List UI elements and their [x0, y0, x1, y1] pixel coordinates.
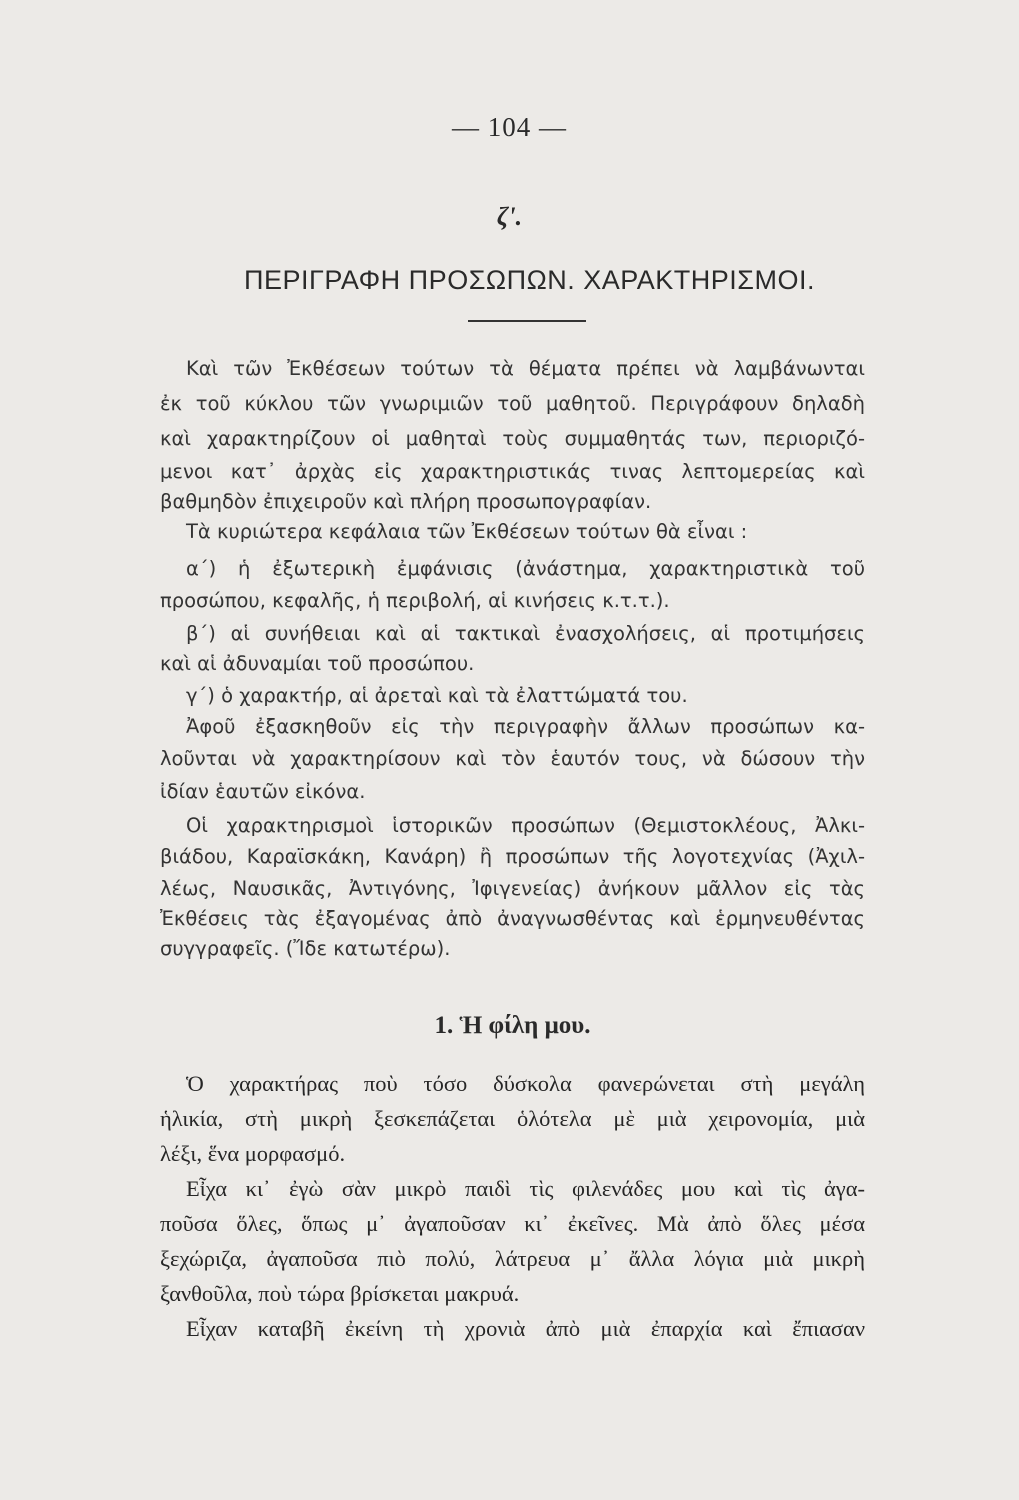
text-line: Εἶχαν καταβῆ ἐκείνη τὴ χρονιὰ ἀπὸ μιὰ ἐπαρχία καὶ ἔπιασαν	[186, 1316, 865, 1341]
text-line: Ἀφοῦ ἐξασκηθοῦν εἰς τὴν περιγραφὴν ἄλλων προσώπων κα-	[186, 715, 865, 738]
text-line: Καὶ τῶν Ἐκθέσεων τούτων τὰ θέματα πρέπει νὰ λαμβάνωνται	[186, 357, 865, 380]
text-line: ἰδίαν ἑαυτῶν εἰκόνα.	[160, 780, 366, 803]
text-line: Ἐκθέσεις τὰς ἐξαγομένας ἀπὸ ἀναγνωσθέντας καὶ ἑρμηνευθέντας	[160, 907, 865, 930]
text-line: β΄) αἱ συνήθειαι καὶ αἱ τακτικαὶ ἐνασχολήσεις, αἱ προτιμήσεις	[186, 622, 865, 645]
text-line: Ὁ χαρακτήρας ποὺ τόσο δύσκολα φανερώνεται στὴ μεγάλη	[186, 1071, 865, 1096]
section-title: ΠΕΡΙΓΡΑΦΗ ΠΡΟΣΩΠΩΝ. ΧΑΡΑΚΤΗΡΙΣΜΟΙ.	[244, 265, 815, 295]
section-letter: ζ'.	[496, 202, 523, 231]
page-number: — 104 —	[452, 112, 567, 142]
text-line: βιάδου, Καραϊσκάκη, Κανάρη) ἢ προσώπων τῆς λογοτεχνίας (Ἀχιλ-	[160, 845, 865, 868]
text-line: ξεχώριζα, ἀγαποῦσα πιὸ πολύ, λάτρευα μ᾽ ἄλλα λόγια μιὰ μικρὴ	[160, 1246, 865, 1271]
text-line: συγγραφεῖς. (Ἴδε κατωτέρω).	[160, 937, 451, 960]
text-line: Τὰ κυριώτερα κεφάλαια τῶν Ἐκθέσεων τούτων θὰ εἶναι :	[186, 520, 748, 543]
text-line: μενοι κατ᾽ ἀρχὰς εἰς χαρακτηριστικάς τινας λεπτομερείας καὶ	[160, 460, 865, 483]
text-line: καὶ αἱ ἀδυναμίαι τοῦ προσώπου.	[160, 652, 475, 675]
text-line: λοῦνται νὰ χαρακτηρίσουν καὶ τὸν ἑαυτόν τους, νὰ δώσουν τὴν	[160, 747, 865, 770]
text-line: ἐκ τοῦ κύκλου τῶν γνωριμιῶν τοῦ μαθητοῦ. Περιγράφουν δηλαδὴ	[160, 392, 865, 415]
text-line: α΄) ἡ ἐξωτερικὴ ἐμφάνισις (ἀνάστημα, χαρακτηριστικὰ τοῦ	[186, 557, 865, 580]
text-line: Οἱ χαρακτηρισμοὶ ἱστορικῶν προσώπων (Θεμιστοκλέους, Ἀλκι-	[186, 814, 865, 837]
title-divider	[468, 320, 586, 322]
text-line: προσώπου, κεφαλῆς, ἡ περιβολή, αἱ κινήσεις κ.τ.τ.).	[160, 589, 670, 612]
text-line: ἡλικία, στὴ μικρὴ ξεσκεπάζεται ὁλότελα μὲ μιὰ χειρονομία, μιὰ	[160, 1106, 865, 1131]
text-line: λέως, Ναυσικᾶς, Ἀντιγόνης, Ἰφιγενείας) ἀνήκουν μᾶλλον εἰς τὰς	[160, 877, 865, 900]
text-line: ποῦσα ὅλες, ὅπως μ᾽ ἀγαποῦσαν κι᾽ ἐκεῖνες. Μὰ ἀπὸ ὅλες μέσα	[160, 1211, 865, 1236]
text-line: λέξι, ἕνα μορφασμό.	[160, 1141, 346, 1166]
text-line: βαθμηδὸν ἐπιχειροῦν καὶ πλήρη προσωπογραφίαν.	[160, 490, 652, 513]
text-line: καὶ χαρακτηρίζουν οἱ μαθηταὶ τοὺς συμμαθητάς των, περιοριζό-	[160, 427, 865, 450]
subsection-title: 1. Ἡ φίλη μου.	[434, 1012, 591, 1039]
text-line: Εἶχα κι᾽ ἐγὼ σὰν μικρὸ παιδὶ τὶς φιλενάδες μου καὶ τὶς ἀγα-	[186, 1176, 865, 1201]
text-line: ξανθοῦλα, ποὺ τώρα βρίσκεται μακρυά.	[160, 1281, 520, 1306]
text-line: γ΄) ὁ χαρακτήρ, αἱ ἀρεταὶ καὶ τὰ ἐλαττώματά του.	[186, 684, 688, 707]
